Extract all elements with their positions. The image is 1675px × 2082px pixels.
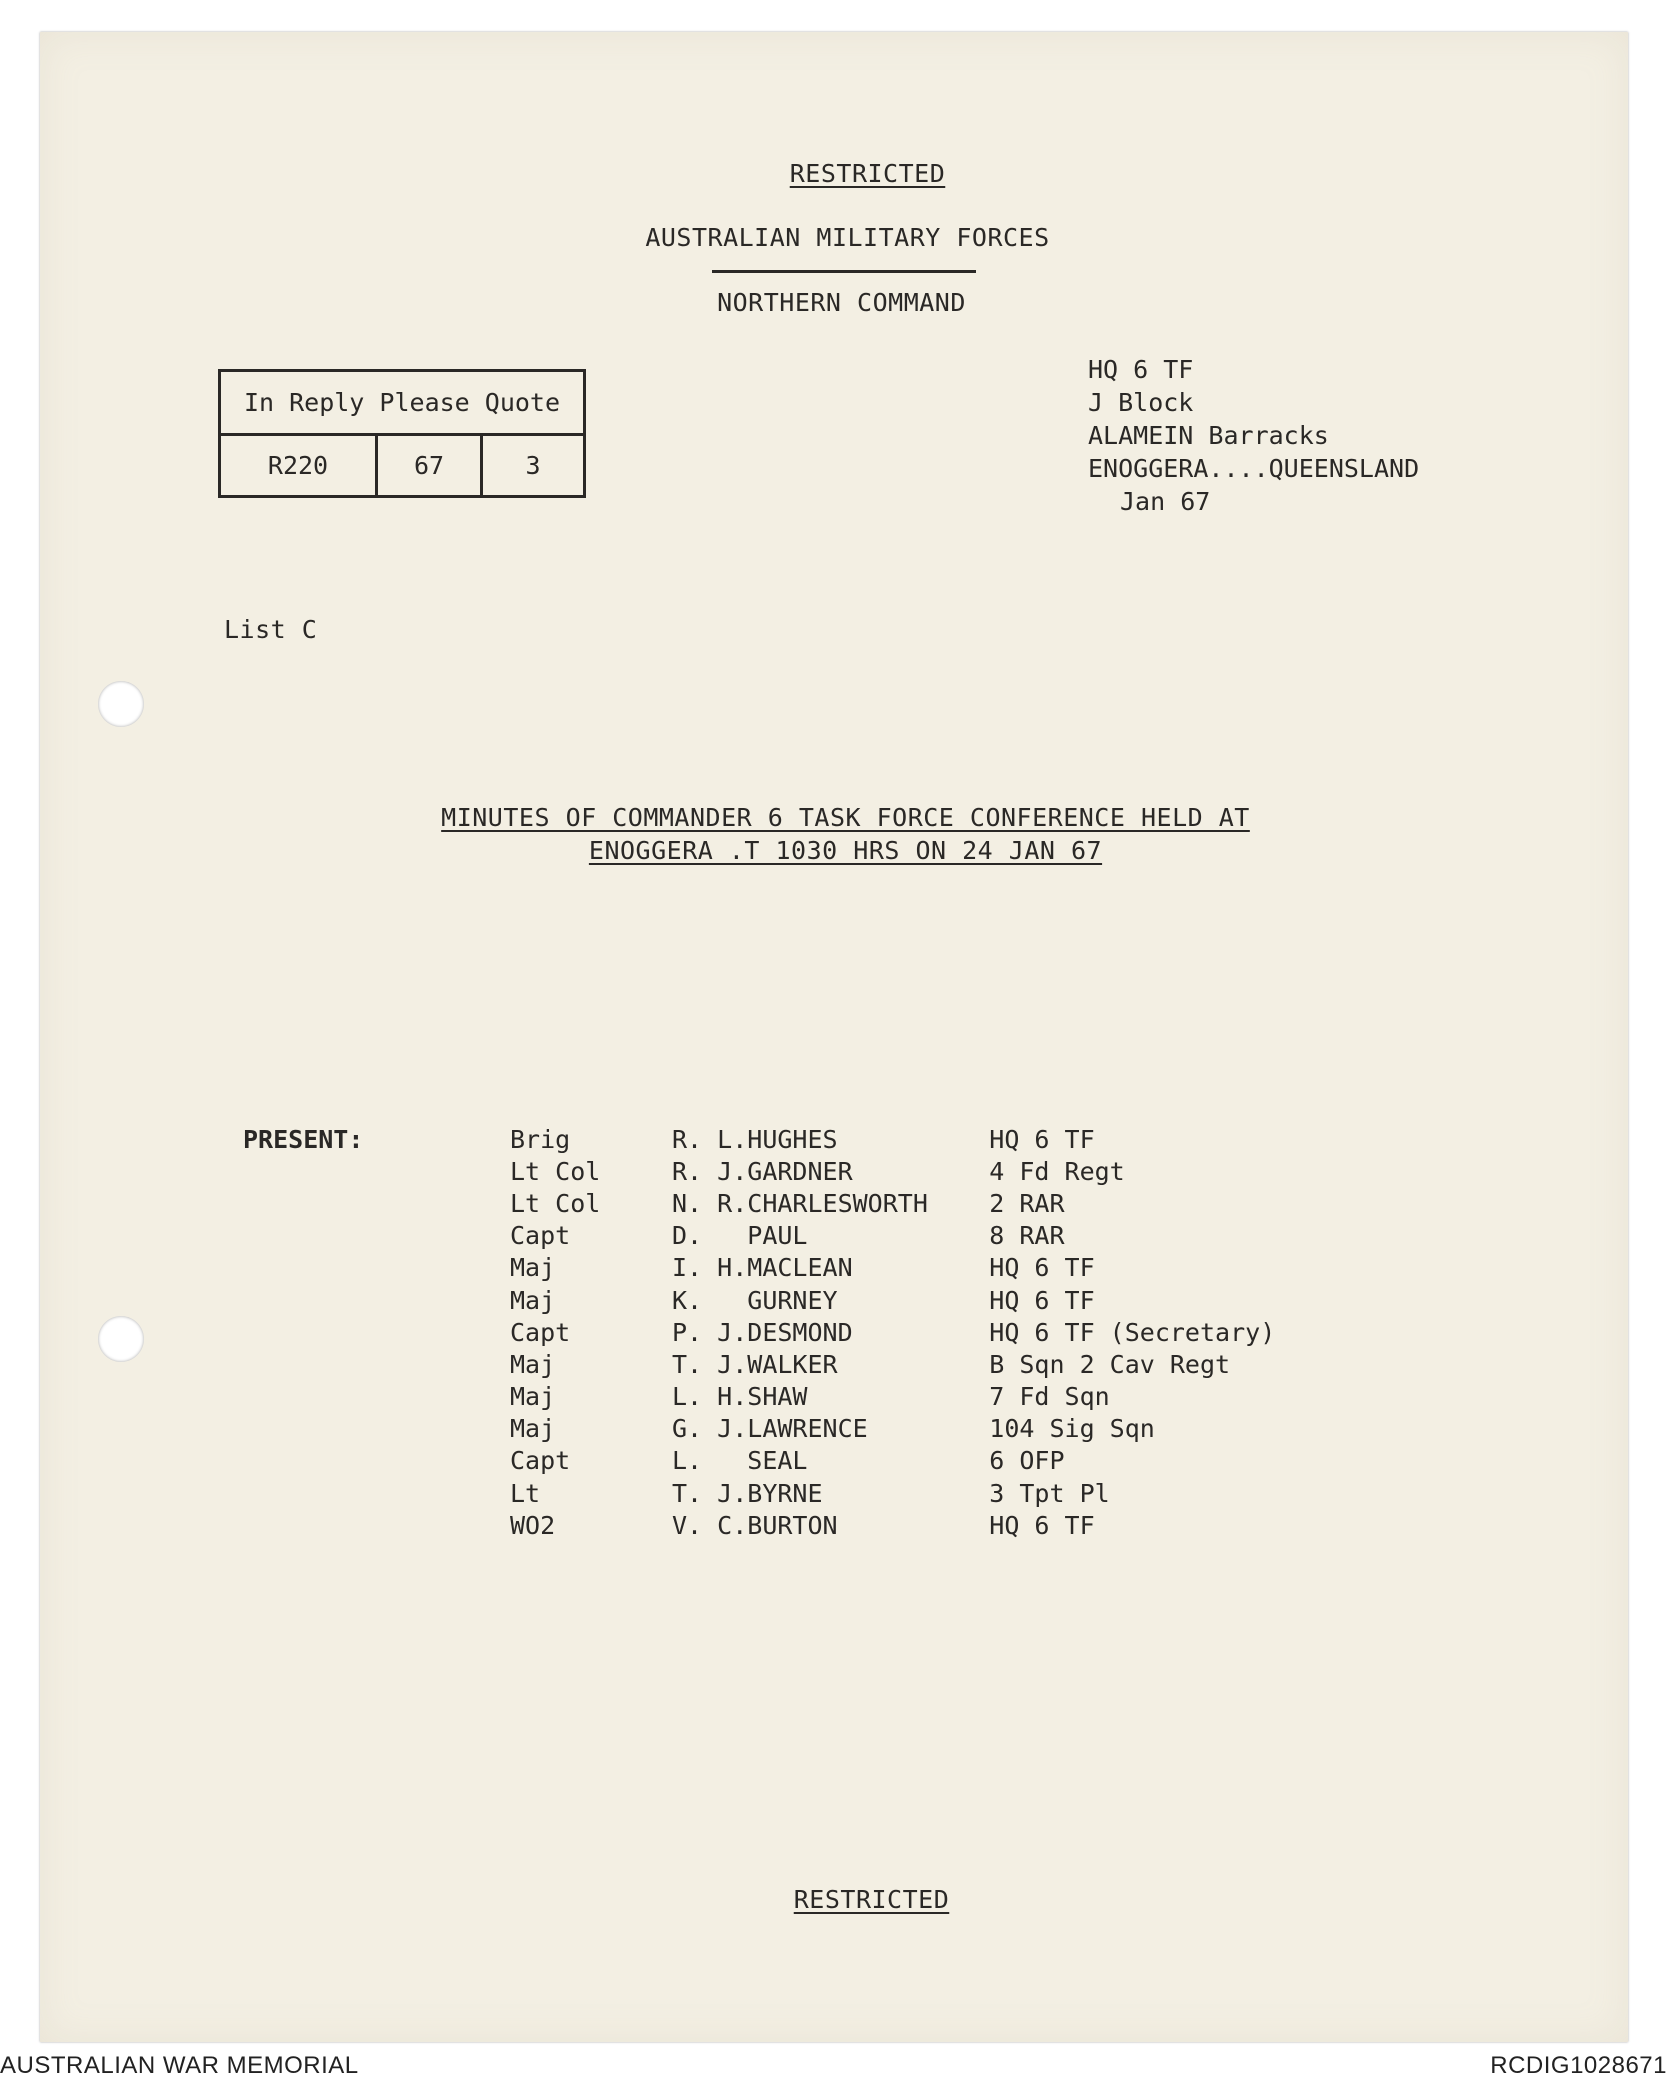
reference-box bbox=[218, 369, 586, 498]
attendee-row bbox=[510, 1155, 1275, 1187]
attendee-initials: I. H. bbox=[672, 1253, 748, 1283]
attendee-rank: Capt bbox=[510, 1446, 571, 1476]
attendee-initials: R. J. bbox=[672, 1156, 748, 1186]
attendee-row bbox=[510, 1187, 1275, 1219]
attendee-row bbox=[510, 1220, 1275, 1252]
attendee-initials: V. C. bbox=[672, 1510, 748, 1540]
attendee-unit: B Sqn 2 Cav Regt bbox=[989, 1349, 1231, 1379]
attendee-surname: SEAL bbox=[747, 1446, 808, 1476]
attendee-surname: GARDNER bbox=[747, 1156, 853, 1186]
attendee-rank: Capt bbox=[510, 1221, 571, 1251]
document-page bbox=[40, 32, 1628, 2042]
attendee-row bbox=[510, 1413, 1275, 1445]
attendee-surname: PAUL bbox=[747, 1221, 808, 1251]
address-date: Jan 67 bbox=[1120, 487, 1211, 516]
attendee-rank: Maj bbox=[510, 1285, 556, 1315]
attendee-unit: 6 OFP bbox=[989, 1446, 1065, 1476]
reference-folio: 3 bbox=[525, 451, 541, 480]
attendee-surname: CHARLESWORTH bbox=[747, 1188, 928, 1218]
attendee-row bbox=[510, 1316, 1275, 1348]
attendee-initials: K. bbox=[672, 1285, 703, 1315]
attendee-rank: Lt Col bbox=[510, 1188, 601, 1218]
attendee-surname: BURTON bbox=[747, 1510, 838, 1540]
attendee-row bbox=[510, 1445, 1275, 1477]
attendee-initials: L. bbox=[672, 1446, 703, 1476]
address-line-1: HQ 6 TF bbox=[1088, 355, 1194, 384]
address-line-3: ALAMEIN Barracks bbox=[1088, 421, 1329, 450]
attendee-rank: Brig bbox=[510, 1124, 571, 1154]
address-block bbox=[1088, 353, 1419, 518]
attendee-initials: D. bbox=[672, 1221, 703, 1251]
attendee-surname: SHAW bbox=[747, 1382, 808, 1412]
attendee-row bbox=[510, 1284, 1275, 1316]
attendee-row bbox=[510, 1381, 1275, 1413]
reference-row bbox=[221, 436, 583, 495]
attendee-unit: 2 RAR bbox=[989, 1188, 1065, 1218]
attendee-row bbox=[510, 1509, 1275, 1541]
attendee-unit: 7 Fd Sqn bbox=[989, 1382, 1110, 1412]
attendee-unit: HQ 6 TF (Secretary) bbox=[989, 1317, 1276, 1347]
address-line-2: J Block bbox=[1088, 388, 1194, 417]
attendee-rank: Maj bbox=[510, 1414, 556, 1444]
attendee-initials: T. J. bbox=[672, 1478, 748, 1508]
classification-bottom: RESTRICTED bbox=[793, 1885, 950, 1914]
attendee-surname: GURNEY bbox=[747, 1285, 838, 1315]
attendee-rank: Lt bbox=[510, 1478, 541, 1508]
attendee-rank: Maj bbox=[510, 1349, 556, 1379]
list-label: List C bbox=[224, 615, 318, 644]
attendee-surname: DESMOND bbox=[747, 1317, 853, 1347]
attendee-row bbox=[510, 1252, 1275, 1284]
command-heading: NORTHERN COMMAND bbox=[717, 288, 966, 317]
attendee-initials: R. L. bbox=[672, 1124, 748, 1154]
attendee-unit: 3 Tpt Pl bbox=[989, 1478, 1110, 1508]
attendee-initials: L. H. bbox=[672, 1382, 748, 1412]
attendee-surname: LAWRENCE bbox=[747, 1414, 868, 1444]
attendee-unit: 4 Fd Regt bbox=[989, 1156, 1125, 1186]
attendee-table bbox=[510, 1123, 1275, 1541]
attendee-initials: N. R. bbox=[672, 1188, 748, 1218]
address-line-4: ENOGGERA....QUEENSLAND bbox=[1088, 454, 1420, 483]
classification-top: RESTRICTED bbox=[789, 159, 946, 188]
attendee-rank: Lt Col bbox=[510, 1156, 601, 1186]
heading-divider bbox=[712, 270, 976, 273]
attendee-unit: 104 Sig Sqn bbox=[989, 1414, 1155, 1444]
reference-part: 67 bbox=[378, 436, 483, 495]
attendee-surname: BYRNE bbox=[747, 1478, 823, 1508]
attendee-rank: WO2 bbox=[510, 1510, 556, 1540]
attendee-rank: Maj bbox=[510, 1253, 556, 1283]
attendee-row bbox=[510, 1348, 1275, 1380]
attendee-unit: HQ 6 TF bbox=[989, 1253, 1095, 1283]
attendee-surname: HUGHES bbox=[747, 1124, 838, 1154]
attendee-rank: Capt bbox=[510, 1317, 571, 1347]
attendee-unit: 8 RAR bbox=[989, 1221, 1065, 1251]
attendee-unit: HQ 6 TF bbox=[989, 1285, 1095, 1315]
punch-hole-lower bbox=[98, 1316, 144, 1362]
minutes-title-line-2: ENOGGERA .T 1030 HRS ON 24 JAN 67 bbox=[588, 836, 1103, 865]
reference-heading: In Reply Please Quote bbox=[221, 372, 583, 436]
attendee-row bbox=[510, 1477, 1275, 1509]
attendee-row bbox=[510, 1123, 1275, 1155]
punch-hole-upper bbox=[98, 681, 144, 727]
attendee-surname: WALKER bbox=[747, 1349, 838, 1379]
footer-archive-name: AUSTRALIAN WAR MEMORIAL bbox=[0, 2052, 359, 2079]
attendee-unit: HQ 6 TF bbox=[989, 1510, 1095, 1540]
present-label: PRESENT: bbox=[243, 1125, 364, 1154]
attendee-surname: MACLEAN bbox=[747, 1253, 853, 1283]
reference-file: R220 bbox=[221, 436, 378, 495]
attendee-initials: P. J. bbox=[672, 1317, 748, 1347]
footer-record-id: RCDIG1028671 bbox=[1490, 2052, 1667, 2079]
attendee-initials: T. J. bbox=[672, 1349, 748, 1379]
minutes-title-line-1: MINUTES OF COMMANDER 6 TASK FORCE CONFERENCE HELD AT bbox=[441, 803, 1250, 832]
organisation-heading: AUSTRALIAN MILITARY FORCES bbox=[645, 223, 1050, 252]
attendee-initials: G. J. bbox=[672, 1414, 748, 1444]
attendee-rank: Maj bbox=[510, 1382, 556, 1412]
attendee-unit: HQ 6 TF bbox=[989, 1124, 1095, 1154]
